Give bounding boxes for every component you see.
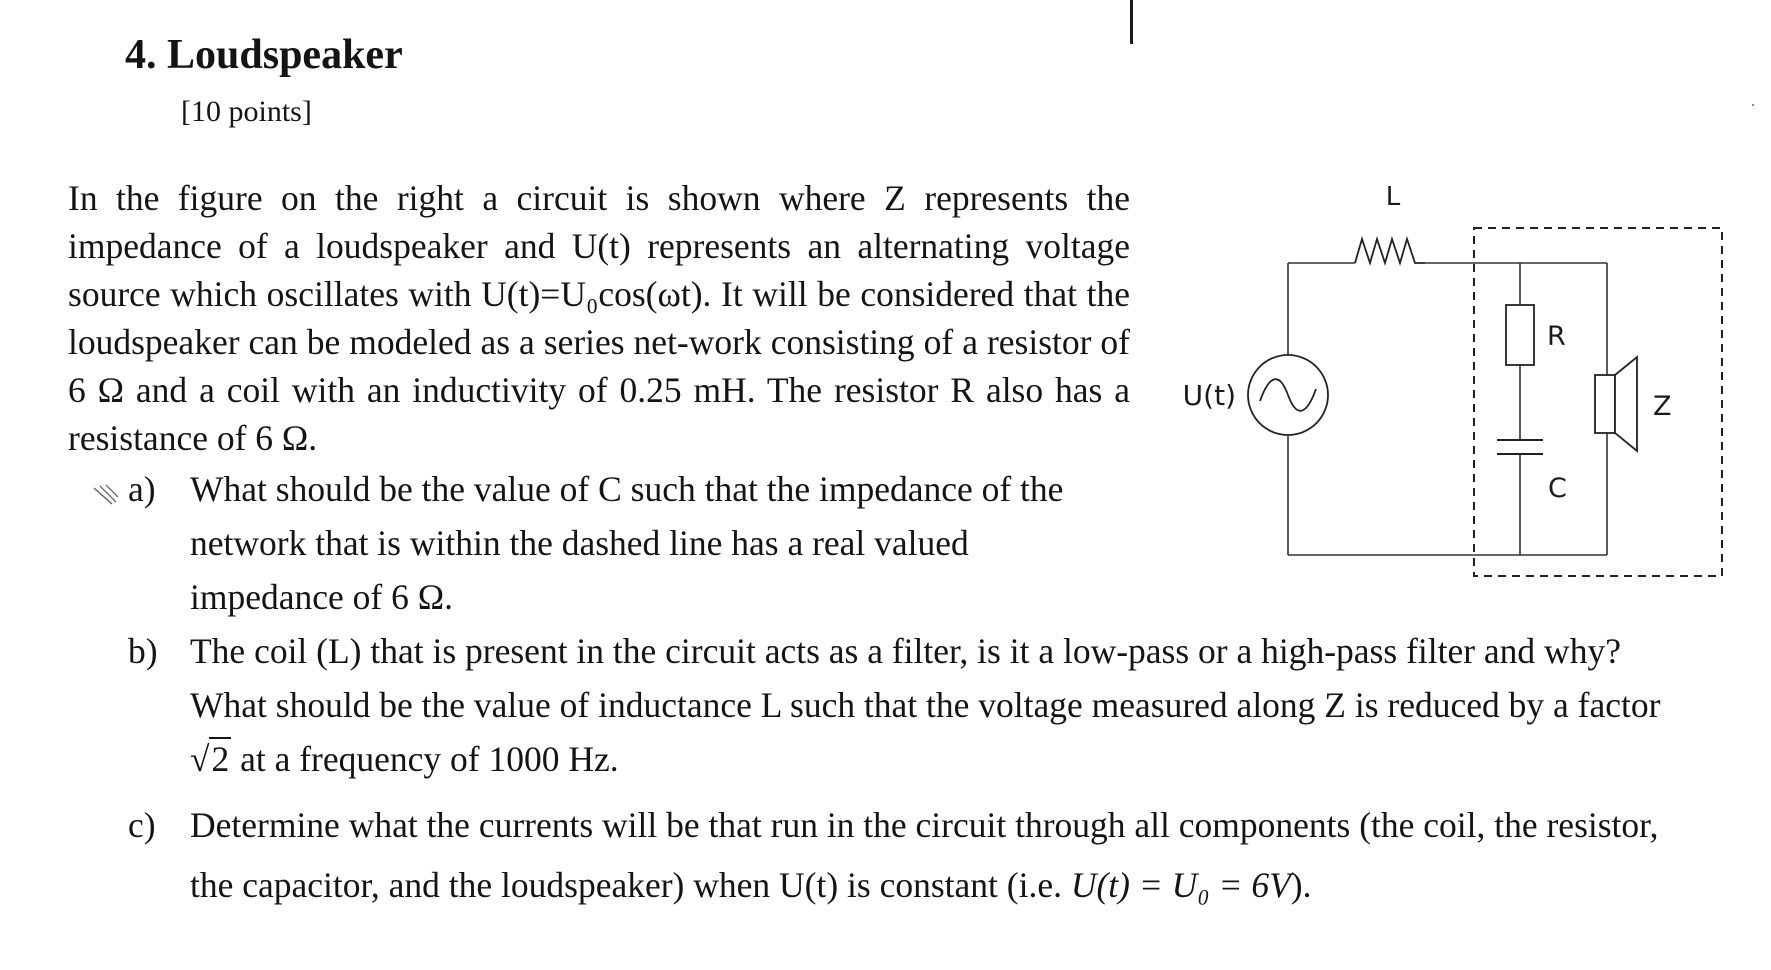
scan-speck	[1752, 104, 1754, 106]
sqrt-symbol: √	[190, 739, 210, 779]
sqrt-radicand: 2	[211, 739, 230, 779]
question-c	[128, 795, 1680, 915]
page-edge-mark	[1130, 0, 1133, 44]
question-a	[128, 462, 1130, 624]
resistor-symbol	[1506, 305, 1534, 365]
sqrt-expression	[190, 732, 231, 786]
capacitor-label: C	[1548, 473, 1567, 504]
inductor-coil	[1355, 239, 1425, 263]
problem-title: 4. Loudspeaker	[125, 32, 403, 78]
question-b-text-before: The coil (L) that is present in the circuit acts as a filter, is it a low-pass or a high-pass filter and why? What should be the value of inductance L such that the voltage measured along Z is reduced by a factor	[190, 631, 1661, 725]
problem-intro: In the figure on the right a circuit is shown where Z represents the impedance of a loudspeaker and U(t) represents an alternating voltage source which oscillates with U(t)=U₀cos(ωt). It will be considered that the loudspeaker can be modeled as a series net-work consisting of a resistor of 6 Ω and a coil with an inductivity of 0.25 mH. The resistor R also has a resistance of 6 Ω.	[68, 178, 1130, 458]
speaker-symbol	[1595, 357, 1637, 451]
question-a-text: What should be the value of C such that the impedance of the network that is within the dashed line has a real valued impedance of 6 Ω.	[190, 469, 1064, 617]
source-label: U(t)	[1182, 379, 1236, 412]
problem-points: [10 points]	[181, 95, 312, 128]
resistor-label: R	[1547, 321, 1566, 352]
question-c-label: c)	[128, 805, 156, 845]
circuit-wires	[1288, 263, 1607, 555]
speaker-label: Z	[1653, 391, 1672, 422]
circuit-diagram	[1175, 175, 1735, 605]
sine-wave-icon	[1260, 379, 1316, 411]
question-b-text-after: at a frequency of 1000 Hz.	[231, 739, 619, 779]
question-c-text-after: ).	[1290, 865, 1312, 905]
inductor-label: L	[1385, 182, 1401, 212]
question-c-math: U(t) = U₀ = 6V	[1070, 865, 1291, 905]
capacitor-symbol	[1497, 440, 1543, 454]
question-a-label: a)	[128, 469, 156, 509]
handwritten-check-mark	[92, 482, 120, 506]
question-b-label: b)	[128, 631, 158, 671]
question-b	[128, 624, 1680, 786]
question-c-text-before: Determine what the currents will be that run in the circuit through all components (the coil, the resistor, the capacitor, and the loudspeaker) when U(t) is constant (i.e.	[190, 805, 1659, 905]
